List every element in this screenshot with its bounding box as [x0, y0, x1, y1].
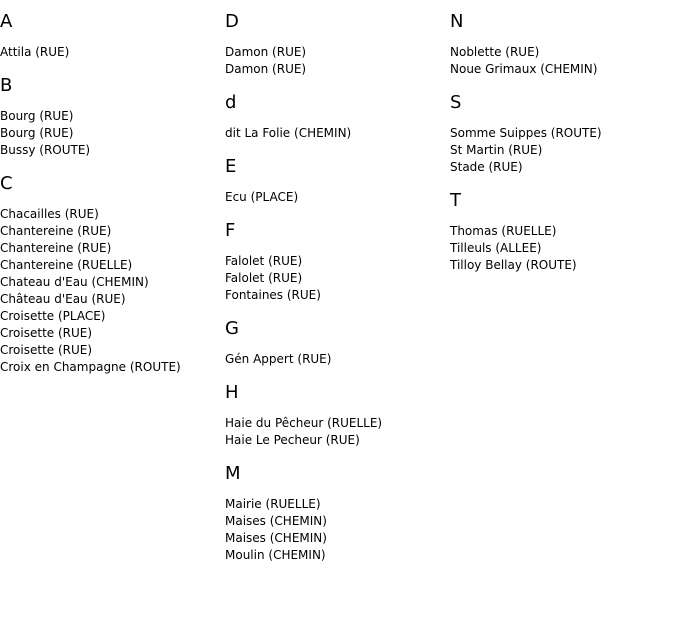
street-item: Fontaines (RUE) — [225, 288, 321, 302]
street-list — [225, 189, 450, 206]
street-item: Moulin (CHEMIN) — [225, 548, 326, 562]
street-index-column-3 — [450, 10, 675, 287]
street-item: dit La Folie (CHEMIN) — [225, 126, 352, 140]
street-item: Bourg (RUE) — [0, 126, 74, 140]
letter-group-G — [225, 317, 450, 368]
letter-group-B — [0, 74, 225, 159]
street-item: Thomas (RUELLE) — [450, 224, 557, 238]
letter-group-T — [450, 189, 675, 274]
street-item: St Martin (RUE) — [450, 143, 543, 157]
letter-group-F — [225, 219, 450, 304]
street-list — [225, 253, 450, 304]
letter-group-E — [225, 155, 450, 206]
street-list — [450, 125, 675, 176]
street-item: Stade (RUE) — [450, 160, 523, 174]
letter-heading: B — [0, 75, 13, 96]
street-item: Somme Suippes (ROUTE) — [450, 126, 602, 140]
letter-heading: A — [0, 11, 13, 32]
street-item: Damon (RUE) — [225, 45, 307, 59]
street-item: Maises (CHEMIN) — [225, 514, 327, 528]
letter-group-d — [225, 91, 450, 142]
street-item: Haie du Pêcheur (RUELLE) — [225, 416, 383, 430]
street-item: Damon (RUE) — [225, 62, 307, 76]
letter-heading: H — [225, 382, 239, 403]
street-item: Attila (RUE) — [0, 45, 70, 59]
letter-group-C — [0, 172, 225, 376]
street-item: Gén Appert (RUE) — [225, 352, 332, 366]
letter-heading: E — [225, 156, 237, 177]
street-item: Chacailles (RUE) — [0, 207, 99, 221]
street-item: Chateau d'Eau (CHEMIN) — [0, 275, 149, 289]
letter-heading: F — [225, 220, 236, 241]
letter-heading: G — [225, 318, 239, 339]
street-list — [225, 44, 450, 78]
street-list — [450, 44, 675, 78]
street-item: Château d'Eau (RUE) — [0, 292, 126, 306]
street-index-column-2 — [225, 10, 450, 577]
street-list — [0, 108, 225, 159]
street-item: Chantereine (RUE) — [0, 241, 112, 255]
letter-heading: T — [450, 190, 461, 211]
letter-group-M — [225, 462, 450, 564]
street-item: Haie Le Pecheur (RUE) — [225, 433, 360, 447]
letter-heading: C — [0, 173, 13, 194]
street-item: Croix en Champagne (ROUTE) — [0, 360, 181, 374]
letter-group-S — [450, 91, 675, 176]
street-list — [0, 206, 225, 376]
letter-group-D — [225, 10, 450, 78]
street-item: Falolet (RUE) — [225, 271, 303, 285]
street-list — [225, 496, 450, 564]
street-item: Croisette (PLACE) — [0, 309, 106, 323]
street-item: Falolet (RUE) — [225, 254, 303, 268]
letter-heading: N — [450, 11, 464, 32]
letter-group-N — [450, 10, 675, 78]
letter-heading: D — [225, 11, 239, 32]
street-list — [225, 125, 450, 142]
street-item: Tilleuls (ALLEE) — [450, 241, 542, 255]
street-item: Croisette (RUE) — [0, 343, 93, 357]
street-item: Noblette (RUE) — [450, 45, 540, 59]
street-item: Ecu (PLACE) — [225, 190, 299, 204]
street-list — [225, 415, 450, 449]
letter-heading: d — [225, 92, 237, 113]
street-index-column-1 — [0, 10, 225, 389]
street-list — [450, 223, 675, 274]
street-item: Chantereine (RUELLE) — [0, 258, 133, 272]
letter-group-H — [225, 381, 450, 449]
street-list — [0, 44, 225, 61]
street-list — [225, 351, 450, 368]
street-item: Noue Grimaux (CHEMIN) — [450, 62, 598, 76]
letter-heading: S — [450, 92, 462, 113]
street-item: Croisette (RUE) — [0, 326, 93, 340]
letter-heading: M — [225, 463, 241, 484]
street-item: Tilloy Bellay (ROUTE) — [450, 258, 577, 272]
street-item: Bussy (ROUTE) — [0, 143, 91, 157]
street-item: Maises (CHEMIN) — [225, 531, 327, 545]
street-item: Mairie (RUELLE) — [225, 497, 321, 511]
letter-group-A — [0, 10, 225, 61]
street-item: Chantereine (RUE) — [0, 224, 112, 238]
street-item: Bourg (RUE) — [0, 109, 74, 123]
